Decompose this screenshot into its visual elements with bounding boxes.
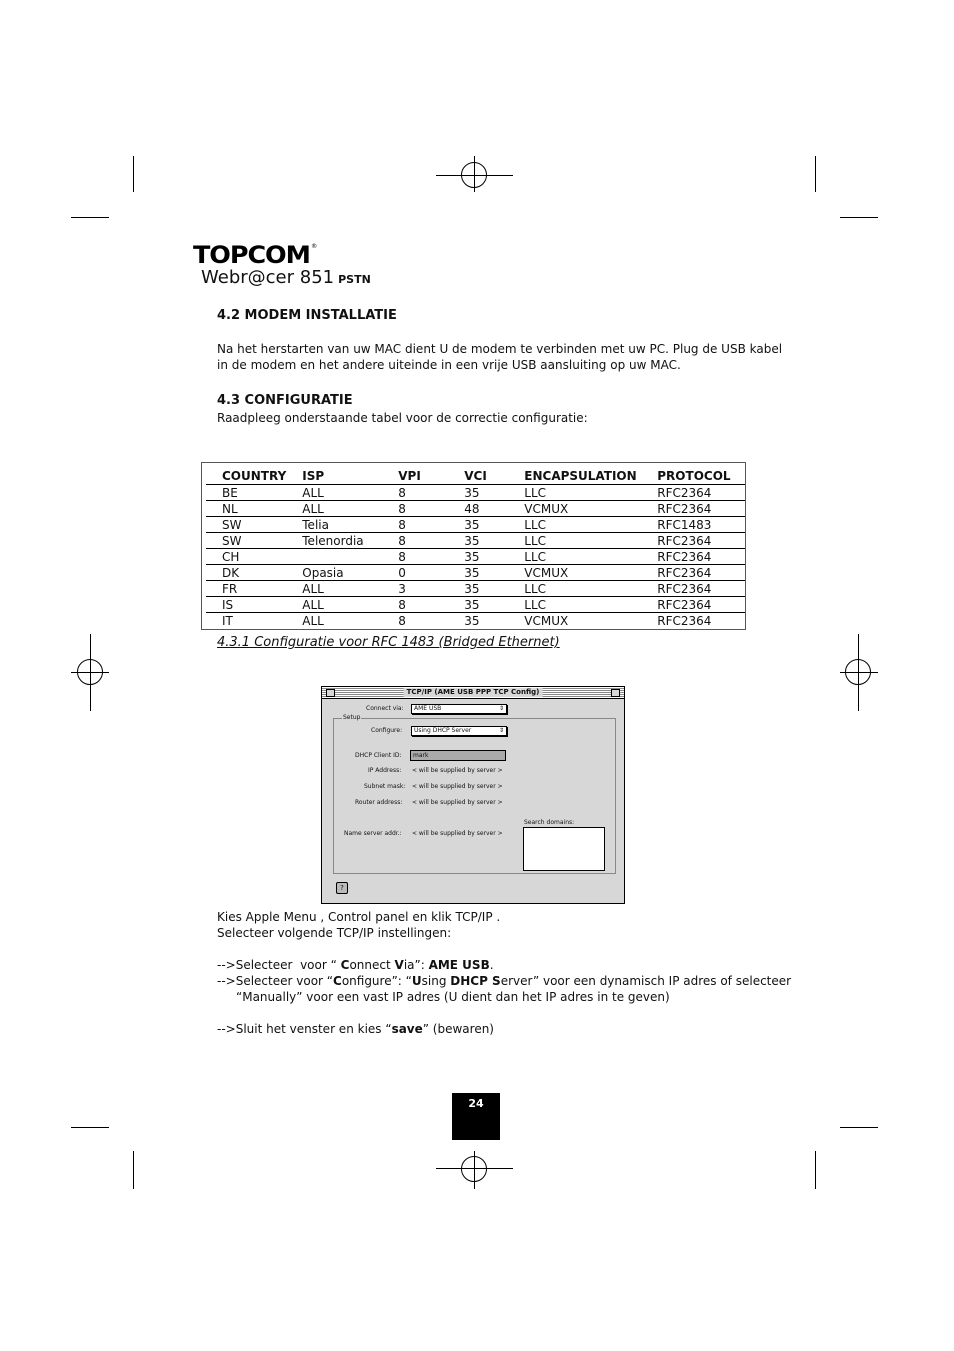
- cell-isp: ALL: [302, 613, 324, 628]
- cell-protocol: RFC2364: [657, 613, 712, 628]
- column-header-isp: ISP: [286, 467, 382, 485]
- instruction-save: -->Sluit het venster en kies “save” (bewaren): [217, 1022, 494, 1036]
- cell-vpi: 8: [382, 549, 448, 565]
- cell-protocol: RFC1483: [641, 517, 745, 533]
- paragraph-line: Na het herstarten van uw MAC dient U de modem te verbinden met uw PC. Plug de USB kabel: [217, 342, 783, 356]
- cell-vci: 35: [448, 485, 508, 501]
- table-header-row: [206, 467, 745, 485]
- cell-isp: [286, 549, 382, 565]
- cell-vci: 35: [448, 549, 508, 565]
- product-name: Webr@cer 851: [201, 267, 335, 288]
- cell-protocol: RFC2364: [641, 485, 745, 501]
- dhcp-client-id-field: mark: [410, 750, 506, 761]
- cell-isp: ALL: [286, 597, 382, 613]
- cell-vpi: 8: [382, 485, 448, 501]
- dhcp-client-id-label: DHCP Client ID:: [355, 752, 402, 759]
- dialog-titlebar: [322, 687, 624, 699]
- help-icon: ?: [336, 882, 348, 894]
- cell-protocol: RFC2364: [641, 549, 745, 565]
- cell-encapsulation: LLC: [508, 581, 641, 597]
- search-domains-field: [523, 827, 605, 871]
- cell-vpi: 0: [382, 565, 448, 581]
- section-42-text: [217, 341, 782, 373]
- table-row: [206, 613, 745, 629]
- table-row: [206, 533, 745, 549]
- cell-country: FR: [206, 581, 286, 597]
- cell-country: BE: [206, 485, 286, 501]
- product-title: [201, 267, 371, 288]
- configure-label: Configure:: [371, 727, 403, 734]
- cell-vci: 35: [448, 565, 508, 581]
- cell-isp: Opasia: [286, 565, 382, 581]
- cell-vci: 35: [448, 581, 508, 597]
- cell-protocol: RFC2364: [641, 581, 745, 597]
- subnet-mask-label: Subnet mask:: [364, 783, 406, 790]
- popup-arrow-icon: ⇕: [498, 727, 504, 734]
- page-number: 24: [452, 1093, 500, 1140]
- cell-country: SW: [206, 517, 286, 533]
- cell-vpi: 8: [382, 597, 448, 613]
- cell-isp: ALL: [286, 581, 382, 597]
- setup-label: Setup: [343, 714, 361, 721]
- cell-vci: 35: [448, 517, 508, 533]
- cell-vpi: 8: [382, 501, 448, 517]
- cell-vci: 35: [448, 597, 508, 613]
- cell-vpi: 3: [382, 581, 448, 597]
- instruction-line: Kies Apple Menu , Control panel en klik TCP/IP .: [217, 910, 501, 924]
- cell-country: IT: [222, 613, 233, 628]
- cell-encapsulation: VCMUX: [508, 565, 641, 581]
- name-server-label: Name server addr.:: [344, 830, 402, 837]
- cell-vpi: 8: [382, 517, 448, 533]
- cell-vci: 48: [448, 501, 508, 517]
- table-row: [206, 549, 745, 565]
- cell-encapsulation: VCMUX: [524, 613, 569, 628]
- cell-isp: Telenordia: [286, 533, 382, 549]
- column-header-vpi: VPI: [382, 467, 448, 485]
- cell-vpi: 8: [398, 613, 406, 628]
- cell-encapsulation: LLC: [508, 485, 641, 501]
- cell-country: DK: [206, 565, 286, 581]
- section-heading-configuratie: 4.3 CONFIGURATIE: [217, 393, 353, 408]
- cell-protocol: RFC2364: [641, 565, 745, 581]
- table-row: [206, 485, 745, 501]
- router-address-value: < will be supplied by server >: [412, 799, 503, 806]
- configuration-table: [201, 462, 746, 630]
- cell-protocol: RFC2364: [641, 501, 745, 517]
- cell-vpi: 8: [382, 533, 448, 549]
- connect-via-label: Connect via:: [366, 705, 404, 712]
- paragraph-line: in de modem en het andere uiteinde in een vrije USB aansluiting op uw MAC.: [217, 358, 681, 372]
- cell-protocol: RFC2364: [641, 533, 745, 549]
- cell-encapsulation: LLC: [508, 597, 641, 613]
- column-header-encapsulation: ENCAPSULATION: [508, 467, 641, 485]
- registered-mark: ®: [310, 243, 317, 250]
- subsection-heading-rfc1483: 4.3.1 Configuratie voor RFC 1483 (Bridged Ethernet): [217, 635, 560, 650]
- product-variant: PSTN: [338, 273, 371, 286]
- cell-isp: ALL: [286, 485, 382, 501]
- brand-name: TOPCOM: [193, 241, 310, 269]
- table-row: [206, 565, 745, 581]
- cell-encapsulation: LLC: [508, 533, 641, 549]
- section-heading-modem-installatie: 4.2 MODEM INSTALLATIE: [217, 308, 397, 323]
- connect-via-value: AME USB: [414, 705, 442, 712]
- ip-address-label: IP Address:: [368, 767, 402, 774]
- section-43-intro: Raadpleeg onderstaande tabel voor de correctie configuratie:: [217, 411, 588, 425]
- table-row: [206, 581, 745, 597]
- table-row: [206, 597, 745, 613]
- column-header-protocol: PROTOCOL: [641, 467, 745, 485]
- cell-vci: 35: [464, 613, 480, 628]
- cell-isp: ALL: [286, 501, 382, 517]
- cell-isp: Telia: [286, 517, 382, 533]
- cell-encapsulation: VCMUX: [508, 501, 641, 517]
- zoom-box-icon: [611, 689, 620, 697]
- table-row: [206, 517, 745, 533]
- configure-popup: [411, 726, 507, 736]
- name-server-value: < will be supplied by server >: [412, 830, 503, 837]
- dialog-title: TCP/IP (AME USB PPP TCP Config): [404, 688, 543, 697]
- column-header-country: COUNTRY: [206, 467, 286, 485]
- cell-encapsulation: LLC: [508, 517, 641, 533]
- table-row: [206, 501, 745, 517]
- tcpip-dialog-screenshot: [321, 686, 625, 904]
- brand-logo: [193, 241, 315, 269]
- ip-address-value: < will be supplied by server >: [412, 767, 503, 774]
- popup-arrow-icon: ⇕: [498, 705, 504, 712]
- configure-value: Using DHCP Server: [414, 727, 472, 734]
- search-domains-label: Search domains:: [524, 819, 575, 826]
- subnet-mask-value: < will be supplied by server >: [412, 783, 503, 790]
- column-header-vci: VCI: [448, 467, 508, 485]
- connect-via-popup: [411, 704, 507, 714]
- cell-country: SW: [206, 533, 286, 549]
- instruction-connect-via: -->Selecteer voor “ Connect Via”: AME USB.: [217, 958, 494, 972]
- router-address-label: Router address:: [355, 799, 403, 806]
- cell-vci: 35: [448, 533, 508, 549]
- cell-protocol: RFC2364: [641, 597, 745, 613]
- cell-country: IS: [206, 597, 286, 613]
- cell-encapsulation: LLC: [508, 549, 641, 565]
- instruction-line: Selecteer volgende TCP/IP instellingen:: [217, 926, 452, 940]
- instruction-manually: “Manually” voor een vast IP adres (U dient dan het IP adres in te geven): [236, 990, 670, 1004]
- cell-country: CH: [206, 549, 286, 565]
- close-box-icon: [326, 689, 335, 697]
- cell-country: NL: [206, 501, 286, 517]
- instructions: [217, 909, 791, 1037]
- instruction-configure: -->Selecteer voor “Configure”: “Using DHCP Server” voor een dynamisch IP adres of selecteer: [217, 974, 792, 988]
